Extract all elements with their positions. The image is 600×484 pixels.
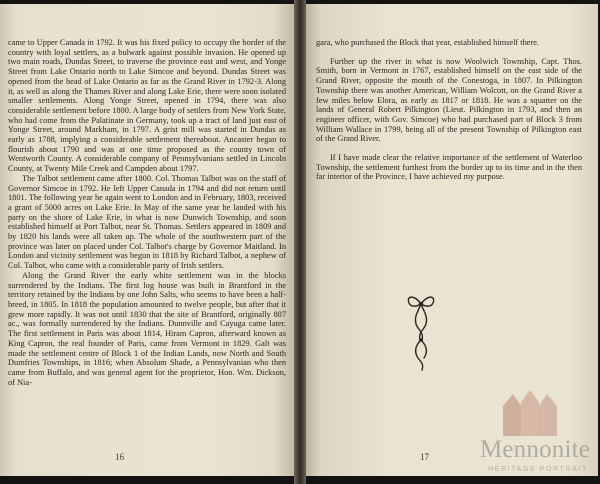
right-paragraph-1: gara, who purchased the Block that year, established himself there. (316, 38, 540, 47)
left-page (0, 4, 298, 476)
watermark-name: Mennonite (479, 436, 591, 463)
paragraph-gap (316, 144, 582, 153)
paragraph-gap (316, 48, 582, 57)
left-paragraph-3: Along the Grand River the early white settlement was in the blocks surrendered by the Indians. The first log house was built in Brantford in the territory retained by the Indians by one John Salts, who seems to have been a half-breed, in 1805. In 1818 the population amounted to twelve people, but after that it grew more rapidly. It was not until 1830 that the site of Brantford, originally 807 ac., was formally surrendered by the Indians. Dunnville and Cayuga came later. The first settlement in Paris was about 1814, Hiram Capron, afterward known as King Capron, the real founder of Paris, came from Vermont in 1829. Galt was made the settlement centre of Block 1 of the Indian Lands, now North and South Dumfries Townships, in 1816; when Absolum Shade, a Pennsylvanian who then came from Buffalo, and was general agent for the proprietor, Hon. Wm. Dickson, of Nia- (8, 270, 286, 387)
ribbon-tassel-ornament-icon (404, 290, 438, 372)
right-paragraph-3: If I have made clear the relative importance of the settlement of Waterloo Township, the settlement furthest from the border up to its time and in the then far interior of the Province, I have achieved my purpose. (316, 153, 582, 182)
page-number-left: 16 (115, 452, 124, 462)
right-paragraph-2: Further up the river in what is now Woolwich Township, Capt. Thos. Smith, born in Vermont in 1767, established himself on the east side of the Grand River, opposite the mouth of the Conestoga, in 1807. In Pilkington Township there was another American, William Wolcott, on the Grand River a few miles below Elora, as early as 1817 or 1818. He was a squatter on the lands of General Robert Pilkington (Lieut. Pilkington in 1793, and then an engineer officer, with Gov. Simcoe) who had purchased part of Block 3 from William Wallace in 1799, being all of the present Township of Pilkington east of the Grand River. (316, 56, 582, 144)
page-number-right: 17 (420, 452, 429, 462)
book-gutter (294, 0, 306, 484)
mennonite-logo-icon (501, 388, 559, 438)
mennonite-heritage-watermark (470, 388, 600, 484)
watermark-subtitle: HERITAGE PORTRAIT (488, 466, 588, 473)
left-paragraph-1: came to Upper Canada in 1792. It was his fixed policy to occupy the border of the country with loyal settlers, as a bulwark against possible invasion. He opened up two main roads, Dundas Street, to traverse the province east and west, and Yonge Street from Lake Ontario north to Lake Simcoe and beyond. Dundas Street was opened from the head of Lake Ontario as far as the Grand River in 1792-3. Along it, as well as along the Thames River and along Lake Erie, there were soon isolated smaller settlements. Along Yonge Street, opened in 1794, there was also considerable settlement before 1800. A large body of settlers from New York State, who had come from the Palatinate in Germany, took up a tract of land just east of Yonge Street, around Markham, in 1797. A grist mill was started in Dundas as early as 1788, implying a considerable settlement thereabout. Ancaster began to flourish about 1790 and was at one time proposed as the county town of Wentworth County. A considerable company of Pennsylvanians settled in Lincoln County, at Twenty Mile Creek and Campden about 1797. (8, 38, 286, 174)
left-paragraph-2: The Talbot settlement came after 1800. Col. Thomas Talbot was on the staff of Governor Simcoe in 1792. He left Upper Canada in 1794 and did not return until 1801. The following year he again went to London and in February, 1803, received a grant of 5000 acres on Lake Erie. In May of the same year he landed with his party on the shore of Lake Erie, in what is now Dunwich Township, and soon established himself at Port Talbot, near St. Thomas. Settlers appeared in 1809 and by 1820 his lands were all taken up. The whole of the southwestern part of the province was later on placed under Col. Talbot's charge by Governor Maitland. In London and vicinity settlement was begun in 1818 by Richard Talbot, a nephew of Col. Talbot, who came with a considerable party of Irish settlers. (8, 173, 286, 271)
